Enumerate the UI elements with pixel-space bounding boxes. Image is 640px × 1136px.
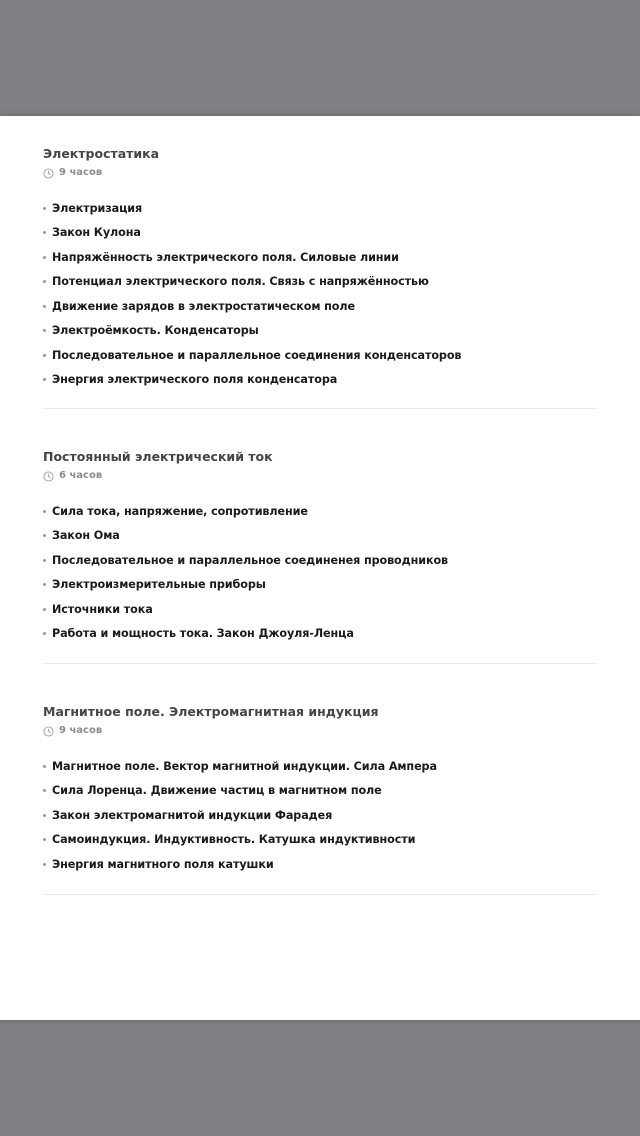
topic-text: Электроизмерительные приборы [52,578,266,592]
topic-text: Электризация [52,201,143,215]
topic-text: Напряжённость электрического поля. Силовые линии [52,250,399,264]
bullet-icon [43,378,46,381]
topic-text: Энергия магнитного поля катушки [52,857,274,871]
section-divider [43,663,597,664]
topic-text: Закон Кулона [52,226,141,240]
topic-list [43,499,597,646]
topic-text: Сила тока, напряжение, сопротивление [52,504,308,518]
topic-text: Источники тока [52,602,153,616]
list-item [43,803,597,828]
list-item [43,597,597,622]
section-direct-current [43,449,597,646]
topic-text: Энергия электрического поля конденсатора [52,373,338,387]
list-item [43,573,597,598]
list-item [43,779,597,804]
list-item [43,270,597,295]
bullet-icon [43,583,46,586]
bullet-icon [43,534,46,537]
topic-text: Закон Ома [52,529,120,543]
section-electrostatics [43,146,597,392]
bullet-icon [43,789,46,792]
bullet-icon [43,559,46,562]
topic-text: Последовательное и параллельное соединения конденсаторов [52,348,462,362]
topic-text: Потенциал электрического поля. Связь с напряжённостью [52,275,429,289]
bullet-icon [43,608,46,611]
list-item [43,196,597,221]
bullet-icon [43,280,46,283]
list-item [43,343,597,368]
section-duration [43,166,597,180]
list-item [43,294,597,319]
list-item [43,622,597,647]
bullet-icon [43,256,46,259]
list-item [43,828,597,853]
list-item [43,524,597,549]
list-item [43,548,597,573]
list-item [43,852,597,877]
section-divider [43,408,597,409]
bullet-icon [43,838,46,841]
clock-icon [43,726,54,737]
section-divider [43,894,597,895]
topic-text: Работа и мощность тока. Закон Джоуля-Ленца [52,627,354,641]
topic-text: Электроёмкость. Конденсаторы [52,324,259,338]
list-item [43,368,597,393]
topic-text: Закон электромагнитой индукции Фарадея [52,808,333,822]
bullet-icon [43,231,46,234]
section-title: Магнитное поле. Электромагнитная индукция [43,704,379,719]
bullet-icon [43,305,46,308]
clock-icon [43,471,54,482]
clock-icon [43,168,54,179]
background-overlay-top[interactable] [0,0,640,116]
topic-text: Движение зарядов в электростатическом поле [52,299,355,313]
section-magnetic-field [43,704,597,877]
list-item [43,319,597,344]
bullet-icon [43,329,46,332]
section-title: Электростатика [43,146,160,161]
topic-text: Магнитное поле. Вектор магнитной индукции. Сила Ампера [52,759,437,773]
list-item [43,221,597,246]
duration-text: 9 часов [59,725,103,736]
section-title: Постоянный электрический ток [43,449,273,464]
list-item [43,754,597,779]
topic-list [43,196,597,392]
duration-text: 6 часов [59,470,103,481]
bullet-icon [43,632,46,635]
bullet-icon [43,207,46,210]
list-item [43,245,597,270]
topic-text: Последовательное и параллельное соединенея проводников [52,553,449,567]
bullet-icon [43,814,46,817]
bullet-icon [43,765,46,768]
bullet-icon [43,354,46,357]
bullet-icon [43,510,46,513]
topic-text: Самоиндукция. Индуктивность. Катушка индуктивности [52,833,416,847]
topic-text: Сила Лоренца. Движение частиц в магнитном поле [52,784,382,798]
bullet-icon [43,863,46,866]
section-duration [43,469,597,483]
course-program-card [0,116,640,1020]
section-duration [43,724,597,738]
list-item [43,499,597,524]
topic-list [43,754,597,877]
duration-text: 9 часов [59,167,103,178]
